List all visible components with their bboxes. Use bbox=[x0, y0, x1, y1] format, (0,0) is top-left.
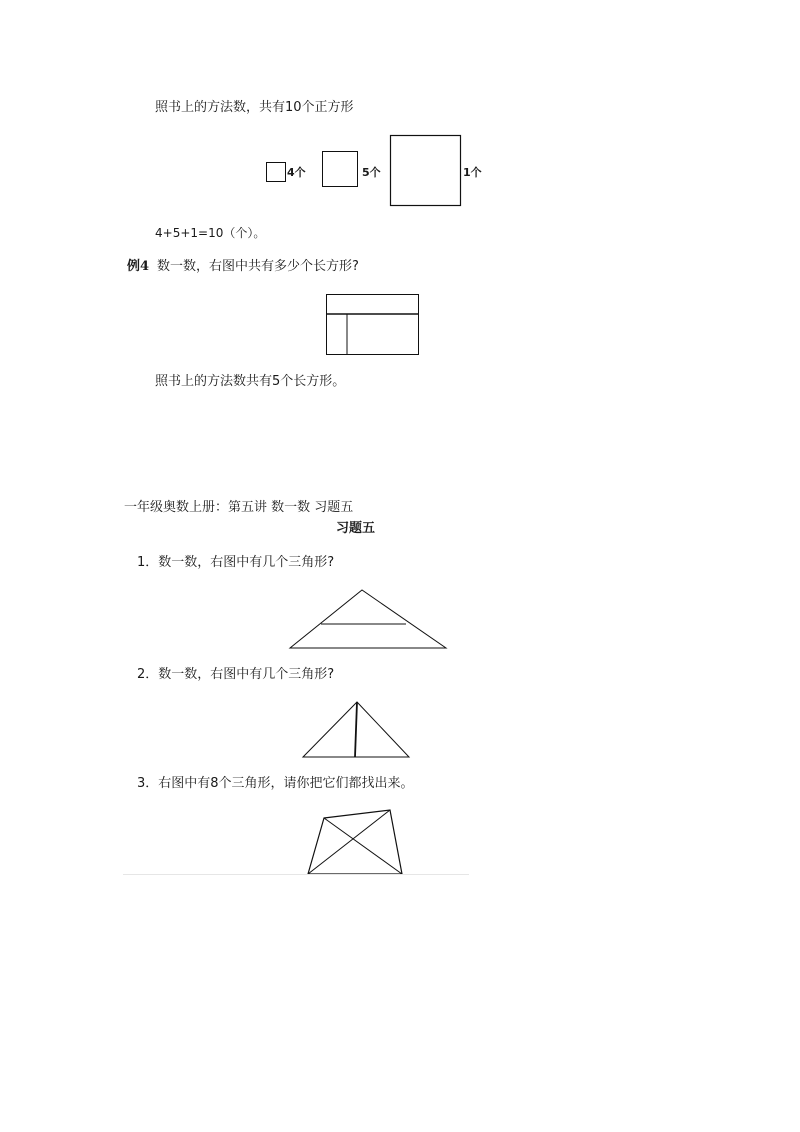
question-2: 2．数一数，右图中有几个三角形? bbox=[137, 667, 335, 682]
quadrilateral-figure bbox=[306, 808, 406, 876]
triangle-figure-1 bbox=[289, 588, 449, 650]
square-count-label-1: 4个 bbox=[287, 166, 306, 179]
example-label: 例4 bbox=[127, 259, 150, 274]
exercise-header: 一年级奥数上册：第五讲 数一数 习题五 bbox=[124, 500, 354, 515]
triangle-figure-2 bbox=[302, 700, 412, 760]
exercise-title: 习题五 bbox=[336, 521, 376, 536]
equation-text: 4+5+1=10（个）。 bbox=[155, 226, 266, 240]
large-square-figure bbox=[390, 135, 462, 207]
question-3: 3．右图中有8个三角形，请你把它们都找出来。 bbox=[137, 776, 414, 791]
method-text-squares: 照书上的方法数，共有10个正方形 bbox=[155, 100, 354, 115]
square-count-label-3: 1个 bbox=[463, 166, 482, 179]
example-answer: 照书上的方法数共有5个长方形。 bbox=[155, 374, 346, 389]
question-1: 1．数一数，右图中有几个三角形? bbox=[137, 555, 335, 570]
medium-square-figure bbox=[322, 151, 360, 189]
square-count-label-2: 5个 bbox=[362, 166, 381, 179]
rectangles-figure bbox=[326, 294, 420, 356]
page-divider bbox=[123, 874, 469, 875]
example-question: 数一数，右图中共有多少个长方形? bbox=[157, 259, 359, 274]
small-square-figure bbox=[266, 162, 288, 184]
